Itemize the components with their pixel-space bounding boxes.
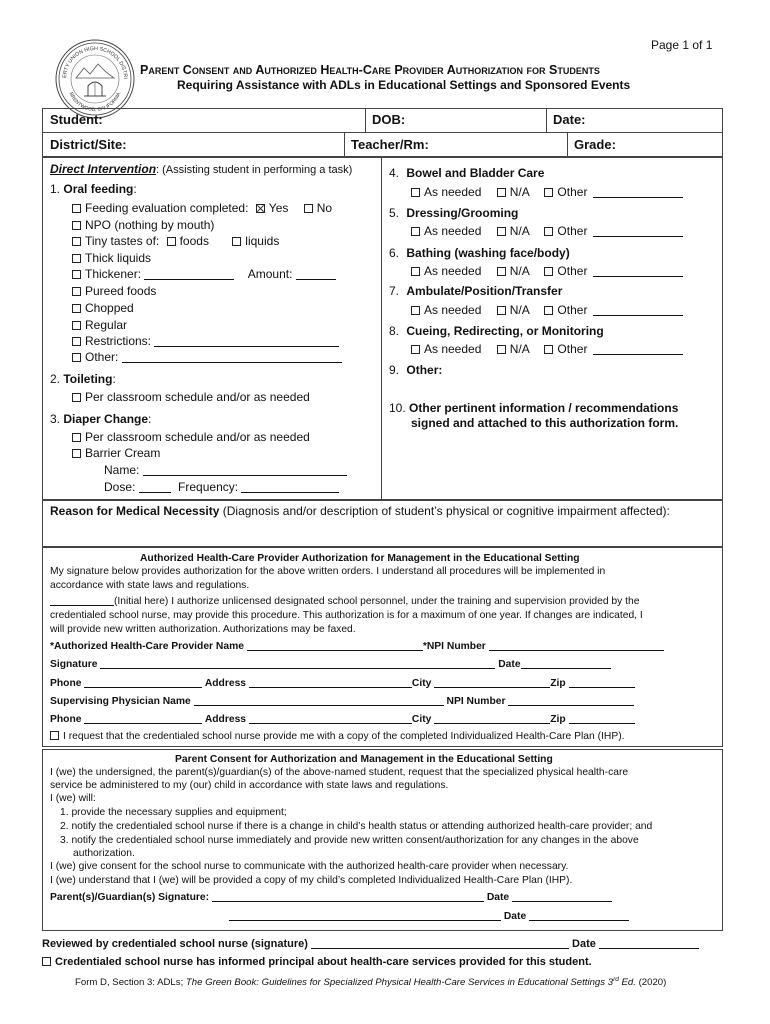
barrier-cream-checkbox[interactable] xyxy=(72,449,81,458)
supervising-name-blank[interactable] xyxy=(194,705,444,706)
citation: Form D, Section 3: ADLs; The Green Book: Guidelines for Specialized Physical Health-Care Services in Educational Settings 3rd Ed. (2020) xyxy=(75,976,667,989)
cueing-title: Cueing, Redirecting, or Monitoring xyxy=(406,324,604,338)
parent-heading: Parent Consent for Authorization and Management in the Educational Setting xyxy=(175,754,553,765)
dose-blank[interactable] xyxy=(139,492,171,493)
supervising-address-blank[interactable] xyxy=(249,723,412,724)
feeding-evaluation-row: Feeding evaluation completed: Yes No xyxy=(72,200,332,216)
provider-name-blank[interactable] xyxy=(247,650,423,651)
cueing-other-blank[interactable] xyxy=(593,354,683,355)
teacher-room-field[interactable]: Teacher/Rm: xyxy=(351,137,429,152)
toileting-checkbox[interactable] xyxy=(72,393,81,402)
tiny-tastes-checkbox[interactable] xyxy=(72,237,81,246)
principal-informed-label: Credentialed school nurse has informed principal about health-care services provided for this student. xyxy=(55,956,592,968)
dob-field[interactable]: DOB: xyxy=(372,112,406,127)
chopped-checkbox[interactable] xyxy=(72,304,81,313)
supervising-phone-blank[interactable] xyxy=(84,723,202,724)
date-field[interactable]: Date: xyxy=(553,112,586,127)
parent-signature-blank-2[interactable] xyxy=(229,920,501,921)
supervising-zip-blank[interactable] xyxy=(569,723,635,724)
provider-phone-blank[interactable] xyxy=(84,687,202,688)
provider-signature-blank[interactable] xyxy=(100,668,495,669)
student-field[interactable]: Student: xyxy=(50,112,103,127)
ambulate-title: Ambulate/Position/Transfer xyxy=(406,284,563,298)
other-feeding-checkbox[interactable] xyxy=(72,353,81,362)
form-title-line2: Requiring Assistance with ADLs in Educational Settings and Sponsored Events xyxy=(177,78,631,92)
item10-line1: Other pertinent information / recommendations xyxy=(409,401,679,415)
bowel-na-checkbox[interactable] xyxy=(497,188,506,197)
seal-top-text: ERTY UNION HIGH SCHOOL DISTRI xyxy=(61,45,129,79)
dressing-na-checkbox[interactable] xyxy=(497,227,506,236)
provider-address-blank[interactable] xyxy=(249,687,412,688)
ambulate-as-needed-checkbox[interactable] xyxy=(411,306,420,315)
npi-blank[interactable] xyxy=(489,650,664,651)
bowel-other-checkbox[interactable] xyxy=(544,188,553,197)
form-title-line1: Parent Consent and Authorized Health-Care Provider Authorization for Students xyxy=(140,63,600,77)
ambulate-other-blank[interactable] xyxy=(593,315,683,316)
grade-field[interactable]: Grade: xyxy=(574,137,616,152)
direct-intervention-heading: Direct Intervention xyxy=(50,162,157,176)
dressing-other-blank[interactable] xyxy=(593,236,683,237)
ambulate-na-checkbox[interactable] xyxy=(497,306,506,315)
provider-zip-blank[interactable] xyxy=(569,687,635,688)
feeding-eval-yes-checkbox[interactable] xyxy=(256,204,265,213)
amount-blank[interactable] xyxy=(296,279,336,280)
bathing-na-checkbox[interactable] xyxy=(497,267,506,276)
nurse-date-blank[interactable] xyxy=(599,948,699,949)
dressing-as-needed-checkbox[interactable] xyxy=(411,227,420,236)
bowel-bladder-title: Bowel and Bladder Care xyxy=(406,166,545,180)
regular-checkbox[interactable] xyxy=(72,321,81,330)
ambulate-other-checkbox[interactable] xyxy=(544,306,553,315)
toileting-title: Toileting xyxy=(63,372,113,386)
bathing-as-needed-checkbox[interactable] xyxy=(411,267,420,276)
supervising-city-blank[interactable] xyxy=(434,723,550,724)
provider-heading: Authorized Health-Care Provider Authorization for Management in the Educational Setting xyxy=(140,553,580,564)
initial-here-blank[interactable] xyxy=(50,605,114,606)
bathing-title: Bathing (washing face/body) xyxy=(406,246,570,260)
diaper-change-title: Diaper Change xyxy=(63,412,149,426)
cream-name-blank[interactable] xyxy=(143,475,347,476)
frequency-blank[interactable] xyxy=(241,492,339,493)
bowel-as-needed-checkbox[interactable] xyxy=(411,188,420,197)
parent-signature-blank-1[interactable] xyxy=(212,901,484,902)
bathing-other-blank[interactable] xyxy=(593,276,683,277)
oral-feeding-title: Oral feeding xyxy=(63,182,134,196)
reviewed-label: Reviewed by credentialed school nurse (signature) xyxy=(42,938,308,950)
bathing-other-checkbox[interactable] xyxy=(544,267,553,276)
npo-checkbox[interactable] xyxy=(72,221,81,230)
cueing-na-checkbox[interactable] xyxy=(497,345,506,354)
dressing-other-checkbox[interactable] xyxy=(544,227,553,236)
item10-line2: signed and attached to this authorization form. xyxy=(411,416,679,430)
parent-date-blank-1[interactable] xyxy=(512,901,612,902)
bowel-other-blank[interactable] xyxy=(593,197,683,198)
other-feeding-blank[interactable] xyxy=(122,362,342,363)
cueing-other-checkbox[interactable] xyxy=(544,345,553,354)
restrictions-blank[interactable] xyxy=(154,346,339,347)
provider-city-blank[interactable] xyxy=(434,687,550,688)
cueing-as-needed-checkbox[interactable] xyxy=(411,345,420,354)
thickener-blank[interactable] xyxy=(144,279,234,280)
reason-label: Reason for Medical Necessity xyxy=(50,504,220,518)
feeding-eval-no-checkbox[interactable] xyxy=(304,204,313,213)
pureed-checkbox[interactable] xyxy=(72,287,81,296)
liquids-checkbox[interactable] xyxy=(232,237,241,246)
restrictions-checkbox[interactable] xyxy=(72,337,81,346)
foods-checkbox[interactable] xyxy=(167,237,176,246)
item9-other-title: Other: xyxy=(406,363,443,377)
ihp-copy-checkbox[interactable] xyxy=(50,731,59,740)
diaper-checkbox[interactable] xyxy=(72,433,81,442)
page-number: Page 1 of 1 xyxy=(651,38,713,52)
thickener-checkbox[interactable] xyxy=(72,270,81,279)
nurse-signature-blank[interactable] xyxy=(311,948,569,949)
thick-liquids-checkbox[interactable] xyxy=(72,254,81,263)
supervising-npi-blank[interactable] xyxy=(508,705,634,706)
principal-informed-checkbox[interactable] xyxy=(42,957,51,966)
seal-bottom-text: BRENTWOOD, CALIFORNIA xyxy=(67,91,123,114)
provider-date-blank[interactable] xyxy=(521,668,611,669)
parent-date-blank-2[interactable] xyxy=(529,920,629,921)
dressing-title: Dressing/Grooming xyxy=(406,206,519,220)
district-site-field[interactable]: District/Site: xyxy=(50,137,127,152)
feeding-eval-checkbox[interactable] xyxy=(72,204,81,213)
